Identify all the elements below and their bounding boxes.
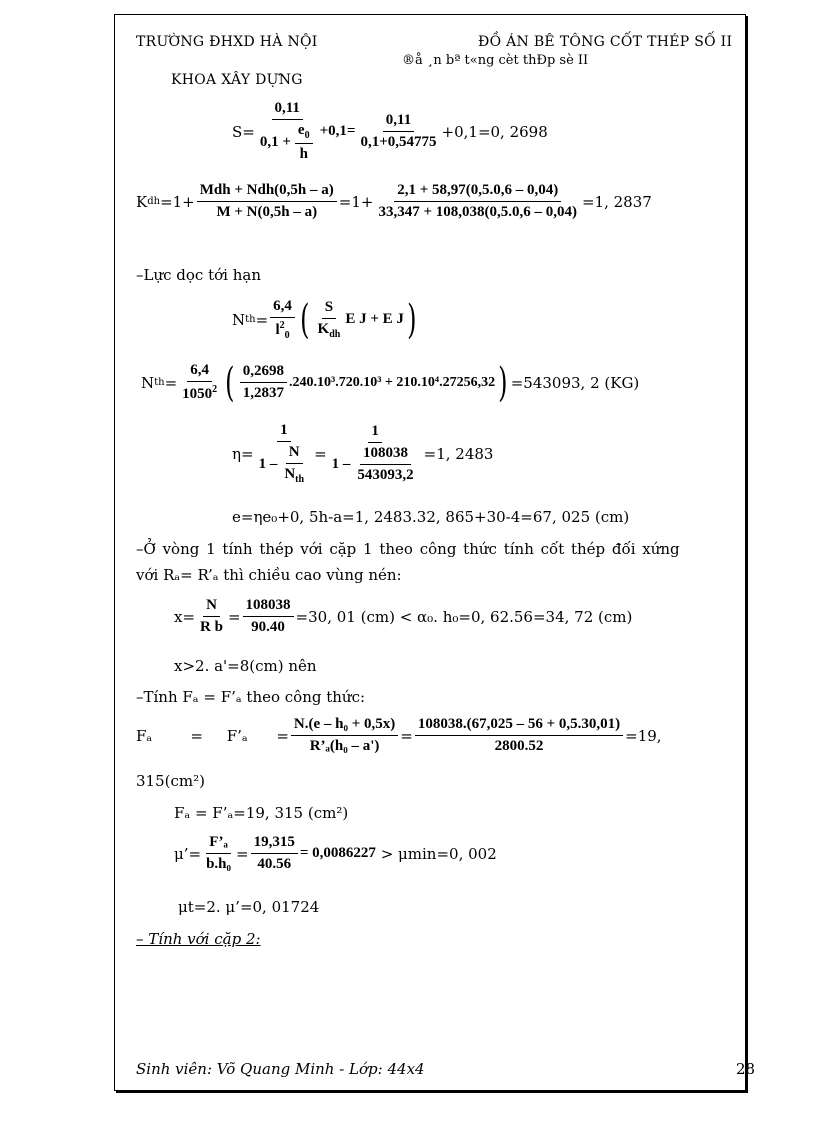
denominator: 90.40 — [251, 619, 285, 635]
numerator: 1 — [277, 422, 291, 442]
eq-mu-value: = 0,0086227 — [299, 845, 376, 861]
numerator: 6,4 — [187, 362, 212, 382]
eq-k-eq: =1+ — [160, 192, 195, 211]
equals: = — [400, 726, 413, 745]
numerator: 108038 — [243, 597, 294, 617]
line-mu-t: μt=2. μ’=0, 01724 — [178, 898, 320, 916]
eq-fa-continuation: 315(cm²) — [136, 772, 205, 790]
eq-mu-result: > μmin=0, 002 — [375, 844, 497, 863]
eq-s-plus: +0,1= — [319, 123, 356, 139]
left-paren: ( — [300, 296, 310, 343]
numerator: 6,4 — [270, 298, 295, 318]
eq-x-result: =30, 01 (cm) < α₀. h₀=0, 62.56=34, 72 (cm) — [295, 607, 633, 626]
equals: = — [255, 310, 269, 329]
fraction — [197, 182, 337, 221]
right-paren: ) — [498, 359, 508, 406]
eta-symbol: η= — [232, 444, 254, 463]
k-symbol: K — [317, 321, 330, 337]
section-cap-2-text: – Tính với cặp 2: — [136, 930, 261, 948]
k-sub: dh — [329, 329, 341, 340]
fraction — [256, 422, 313, 485]
l-sup: 2 — [279, 320, 285, 331]
denominator: b.h₀ — [206, 856, 232, 872]
paragraph-vong1-line1: –Ở vòng 1 tính thép với cặp 1 theo công thức tính cốt thép đối xứng — [136, 540, 680, 558]
eq-nth-tail: E J + E J — [345, 311, 404, 327]
nth-sub: th — [245, 314, 256, 325]
header-project: ĐỒ ÁN BÊ TÔNG CỐT THÉP SỐ II — [478, 34, 733, 50]
line-e: e=ηe₀+0, 5h-a=1, 2483.32, 865+30-4=67, 025 (cm) — [232, 508, 630, 526]
denominator: 2800.52 — [494, 738, 544, 754]
fa-lhs: Fₐ = F’ₐ = — [136, 726, 289, 745]
fraction — [243, 597, 294, 636]
fraction — [315, 299, 344, 340]
numerator: 2,1 + 58,97(0,5.0,6 – 0,04) — [394, 182, 561, 202]
nth-sub: th — [295, 474, 305, 485]
x-symbol: x= — [174, 607, 196, 626]
denominator: M + N(0,5h – a) — [216, 204, 318, 220]
numerator: S — [322, 299, 336, 319]
equation-x — [174, 597, 632, 636]
equals: = — [236, 844, 249, 863]
numerator: N — [203, 597, 220, 617]
denominator: R b — [200, 619, 223, 635]
equation-kdh — [136, 182, 652, 221]
equation-nth-value — [141, 359, 640, 406]
denominator: 40.56 — [257, 856, 292, 872]
eq-eta-result: =1, 2483 — [423, 444, 494, 463]
eq-s-lhs: S= — [232, 122, 255, 141]
fraction — [203, 834, 234, 873]
denominator: 33,347 + 108,038(0,5.0,6 – 0,04) — [378, 204, 577, 220]
nth-sub: th — [154, 377, 165, 388]
footer-student: Sinh viên: Võ Quang Minh - Lớp: 44x4 — [136, 1060, 425, 1078]
header-faculty: KHOA XÂY DỰNG — [171, 72, 303, 88]
left-paren: ( — [225, 359, 235, 406]
numerator: F’ₐ — [206, 834, 231, 854]
fraction — [251, 834, 298, 873]
header-school: TRƯỜNG ĐHXD HÀ NỘI — [136, 34, 318, 50]
fraction — [179, 362, 220, 403]
equation-mu — [174, 834, 497, 873]
one-minus: 1 – — [258, 456, 278, 472]
h-symbol: h — [299, 146, 308, 162]
n-symbol: N — [286, 444, 303, 464]
l-sub: 0 — [284, 330, 290, 341]
fraction — [415, 716, 623, 755]
numerator: 108038.(67,025 – 56 + 0,5.30,01) — [415, 716, 623, 736]
fraction — [291, 716, 398, 755]
fraction — [329, 423, 422, 484]
numerator: 0,2698 — [240, 363, 287, 383]
denominator: 1050 — [182, 386, 213, 402]
equation-s — [232, 100, 548, 163]
eq-k-mid: =1+ — [338, 192, 374, 211]
numerator: 108038 — [360, 445, 411, 465]
right-paren: ) — [407, 296, 417, 343]
fraction — [270, 298, 295, 341]
equation-nth-general — [232, 298, 420, 341]
denominator: 0,1 + — [259, 134, 291, 150]
eq-s-result: +0,1=0, 2698 — [441, 122, 548, 141]
l-symbol: l — [275, 322, 280, 338]
eq-nth2-result: =543093, 2 (KG) — [510, 373, 640, 392]
page-number: 28 — [736, 1060, 756, 1078]
line-fa-result: Fₐ = F’ₐ=19, 315 (cm²) — [174, 804, 349, 822]
section-cap-2 — [136, 930, 261, 948]
equals: = — [227, 607, 241, 626]
numerator: 0,11 — [383, 112, 414, 132]
denominator: R’ₐ(h₀ – a') — [309, 738, 380, 754]
line-tinh-fa: –Tính Fₐ = F’ₐ theo công thức: — [136, 688, 366, 706]
mu-symbol: μ’= — [174, 844, 202, 863]
fraction — [357, 112, 439, 151]
nth-symbol: N — [284, 466, 296, 482]
fraction — [240, 363, 287, 402]
den-sup: 2 — [212, 384, 218, 395]
eq-nth2-tail: .240.10³.720.10³ + 210.10⁴.27256,32 — [289, 374, 496, 390]
denominator: 543093,2 — [357, 467, 414, 483]
fraction — [375, 182, 580, 221]
equation-eta — [232, 422, 493, 485]
equals: = — [314, 444, 327, 463]
nth-symbol: N — [232, 310, 246, 329]
paragraph-vong1-line2: với Rₐ= R’ₐ thì chiều cao vùng nén: — [136, 566, 402, 584]
eq-k-sub: dh — [147, 196, 161, 207]
denominator: 1,2837 — [242, 385, 285, 401]
denominator: 0,1+0,54775 — [360, 134, 437, 150]
equals: = — [164, 373, 178, 392]
numerator: Mdh + Ndh(0,5h – a) — [197, 182, 337, 202]
fraction — [197, 597, 226, 636]
e-symbol: e — [297, 122, 305, 138]
numerator: 0,11 — [272, 100, 303, 120]
fraction — [257, 100, 318, 163]
eq-k-lhs: K — [136, 192, 148, 211]
one-minus: 1 – — [331, 456, 351, 472]
numerator: 19,315 — [251, 834, 298, 854]
numerator: N.(e – h₀ + 0,5x) — [291, 716, 398, 736]
nth-symbol: N — [141, 373, 155, 392]
eq-k-result: =1, 2837 — [581, 192, 652, 211]
line-x-check: x>2. a'=8(cm) nên — [174, 657, 317, 675]
section-luc-doc: –Lực dọc tới hạn — [136, 266, 261, 284]
eq-fa-result: =19, — [625, 726, 662, 745]
header-project-sub: ®å ¸n bª t«ng cèt thÐp sè II — [402, 53, 589, 68]
equation-fa — [136, 716, 662, 755]
e-sub: 0 — [304, 130, 310, 141]
numerator: 1 — [368, 423, 382, 443]
